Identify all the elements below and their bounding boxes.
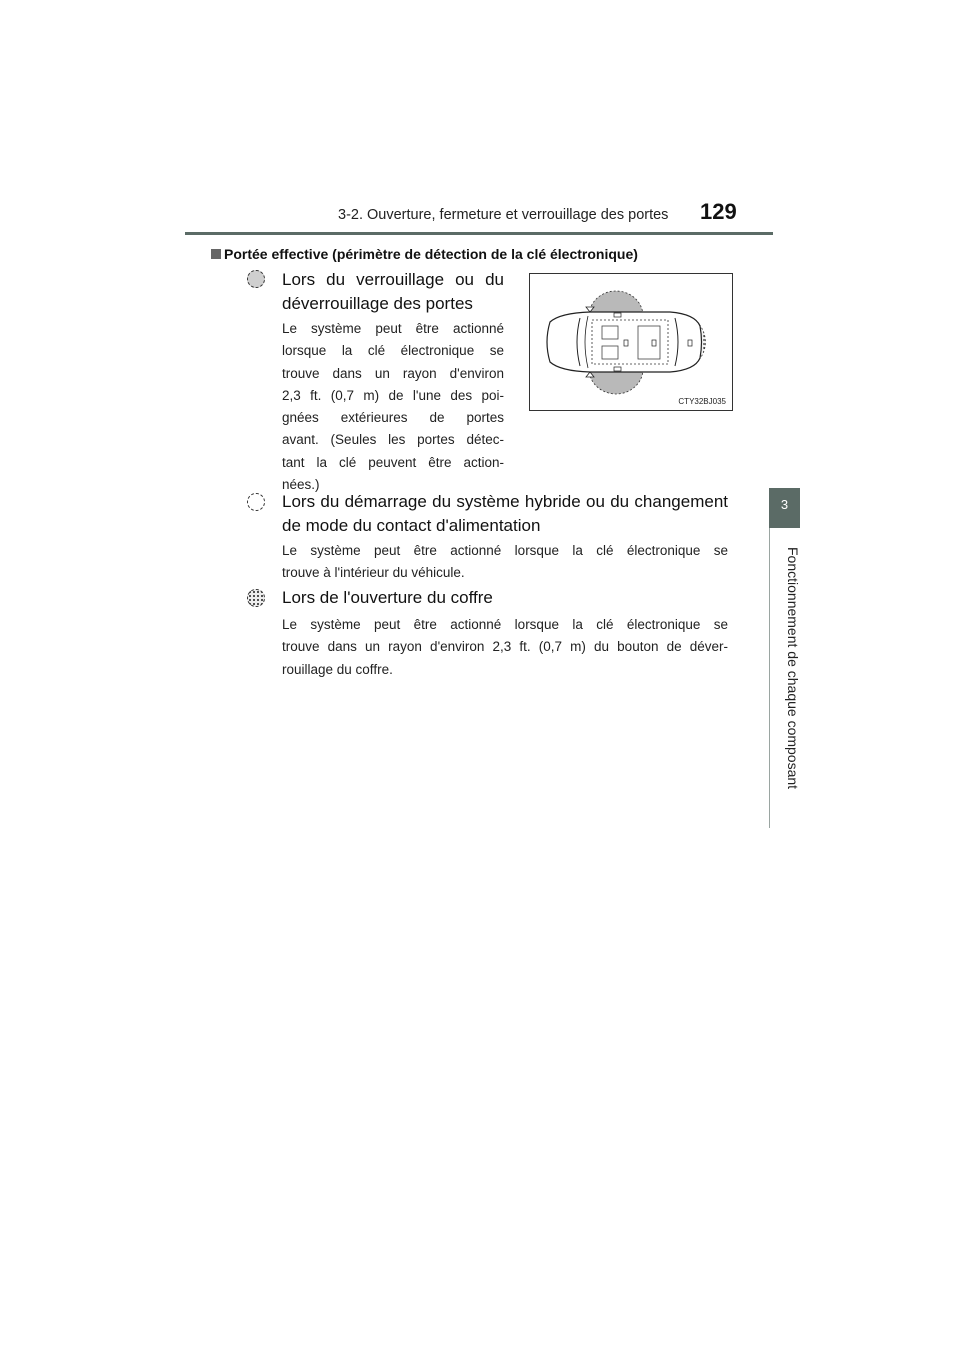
header-rule — [185, 232, 773, 235]
white-zone-icon — [247, 493, 265, 511]
body-line: Le système peut être actionné — [282, 321, 504, 336]
body-line: Le système peut être actionné lorsque la clé électronique se — [282, 543, 728, 558]
body-line: lorsque la clé électronique se — [282, 343, 504, 359]
gray-zone-icon — [247, 270, 265, 288]
item-title-trunk: Lors de l'ouverture du coffre — [282, 588, 493, 607]
body-line: nées.) — [282, 477, 320, 493]
item-title-door-lock — [282, 268, 504, 316]
dotted-zone-icon — [247, 589, 265, 607]
car-top-view-illustration — [530, 274, 732, 410]
chapter-number: 3 — [780, 497, 789, 512]
body-line: Le système peut être actionné lorsque la clé électronique se — [282, 617, 728, 632]
item-body-hybrid-start — [282, 540, 728, 585]
section-title — [211, 246, 638, 262]
item-body-door-lock — [282, 318, 504, 496]
section-header: 3-2. Ouverture, fermeture et verrouillage des portes — [338, 207, 669, 223]
body-line: 2,3 ft. (0,7 m) de l'une des poi- — [282, 387, 504, 403]
detection-range-figure — [529, 273, 733, 411]
item-title-line: déverrouillage des portes — [282, 294, 473, 313]
body-line: rouillage du coffre. — [282, 661, 393, 677]
body-line: avant. (Seules les portes détec- — [282, 432, 504, 448]
item-title-line: de mode du contact d'alimentation — [282, 516, 541, 535]
item-title-hybrid-start — [282, 490, 728, 538]
body-line: trouve dans un rayon d'environ — [282, 365, 504, 381]
square-bullet-icon — [211, 249, 221, 259]
chapter-title: Fonctionnement de chaque composant — [785, 547, 801, 790]
section-title-text: Portée effective (périmètre de détection de la clé électronique) — [224, 246, 638, 262]
page-number: 129 — [700, 199, 737, 224]
item-title-line: Lors du verrouillage ou du — [282, 270, 504, 289]
item-body-trunk — [282, 614, 728, 681]
figure-code: CTY32BJ035 — [678, 397, 726, 406]
body-line: trouve à l'intérieur du véhicule. — [282, 565, 465, 581]
body-line: trouve dans un rayon d'environ 2,3 ft. (0,7 m) du bouton de déver- — [282, 639, 728, 655]
body-line: gnées extérieures de portes — [282, 410, 504, 426]
body-line: tant la clé peuvent être action- — [282, 454, 504, 470]
item-title-line: Lors du démarrage du système hybride ou du changement — [282, 492, 728, 511]
